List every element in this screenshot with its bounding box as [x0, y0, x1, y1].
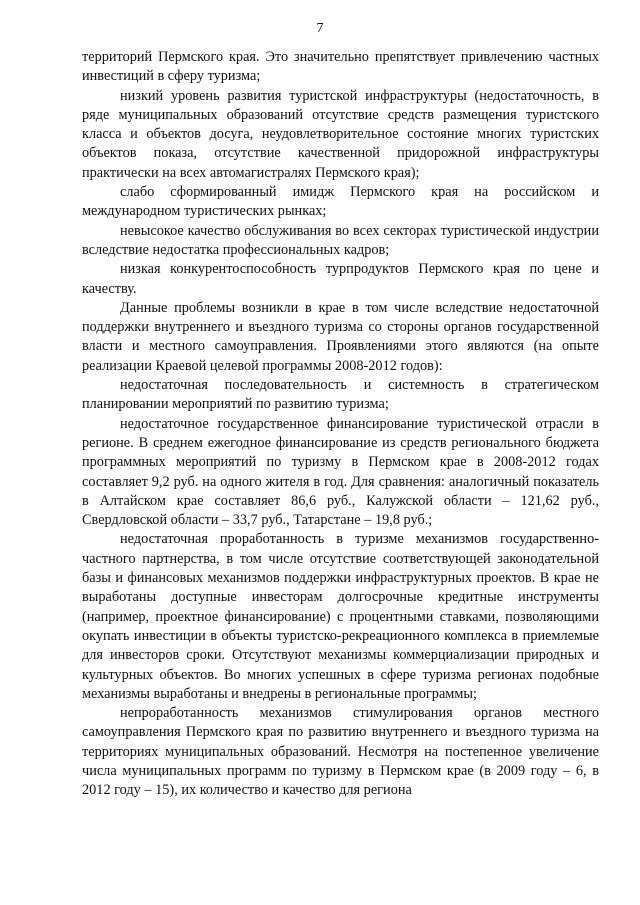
paragraph-infrastructure: низкий уровень развития туристской инфраструктуры (недостаточность, в ряде муниципальных образований отсутствие средств размещения туристского класса и объектов досуга, неудовлетворительное состояние многих туристских объектов показа, отсутствие качественной придорожной инфраструктуры практически на всех автомагистралях Пермского края);: [82, 87, 599, 181]
page-number: 7: [316, 21, 324, 36]
paragraph-problems-origin: Данные проблемы возникли в крае в том числе вследствие недостаточной поддержки внутреннего и въездного туризма со стороны органов государственной власти и местного самоуправления. Проявлениями этого являются (на опыте реализации Краевой целевой программы 2008-2012 годов):: [82, 299, 599, 374]
paragraph-tourism-investment: территорий Пермского края. Это значительно препятствует привлечению частных инвестиций в сферу туризма;: [82, 49, 599, 85]
paragraph-strategic-planning: недостаточная последовательность и системность в стратегическом планировании мероприятий по развитию туризма;: [82, 377, 599, 413]
paragraph-financing: недостаточное государственное финансирование туристической отрасли в регионе. В среднем ежегодное финансирование из средств регионального бюджета программных мероприятий по туризму в Пермском крае в 2008-2012 годах составляет 9,2 руб. на одного жителя в год. Для сравнения: аналогичный показатель в Алтайском крае составляет 86,6 руб., Калужской области – 121,62 руб., Свердловской области – 33,7 руб., Татарстане – 19,8 руб.;: [82, 415, 599, 529]
paragraph-public-private-partnership: недостаточная проработанность в туризме механизмов государственно-частного партнерства, в том числе отсутствие соответствующей законодательной базы и финансовых механизмов поддержки инфраструктурных проектов. В крае не выработаны доступные инвесторам долгосрочные кредитные инструменты (например, проектное финансирование) с процентными ставками, позволяющими окупать инвестиции в объекты туристско-рекреационного комплекса в приемлемые для инвесторов сроки. Отсутствуют механизмы коммерциализации природных и культурных объектов. Во многих успешных в сфере туризма регионах подобные механизмы выработаны и внедрены в региональные программы;: [82, 531, 599, 702]
paragraph-service-quality: невысокое качество обслуживания во всех секторах туристической индустрии вследствие недостатка профессиональных кадров;: [82, 222, 599, 258]
paragraph-image: слабо сформированный имидж Пермского края на российском и международном туристических рынках;: [82, 184, 599, 220]
paragraph-competitiveness: низкая конкурентоспособность турпродуктов Пермского края по цене и качеству.: [82, 261, 599, 297]
document-body: [82, 48, 599, 801]
paragraph-municipal-stimulation: непроработанность механизмов стимулирования органов местного самоуправления Пермского края по развитию внутреннего и въездного туризма на территориях муниципальных образований. Несмотря на постепенное увеличение числа муниципальных программ по туризму в Пермском крае (в 2009 году – 6, в 2012 году – 15), их количество и качество для региона: [82, 705, 599, 799]
